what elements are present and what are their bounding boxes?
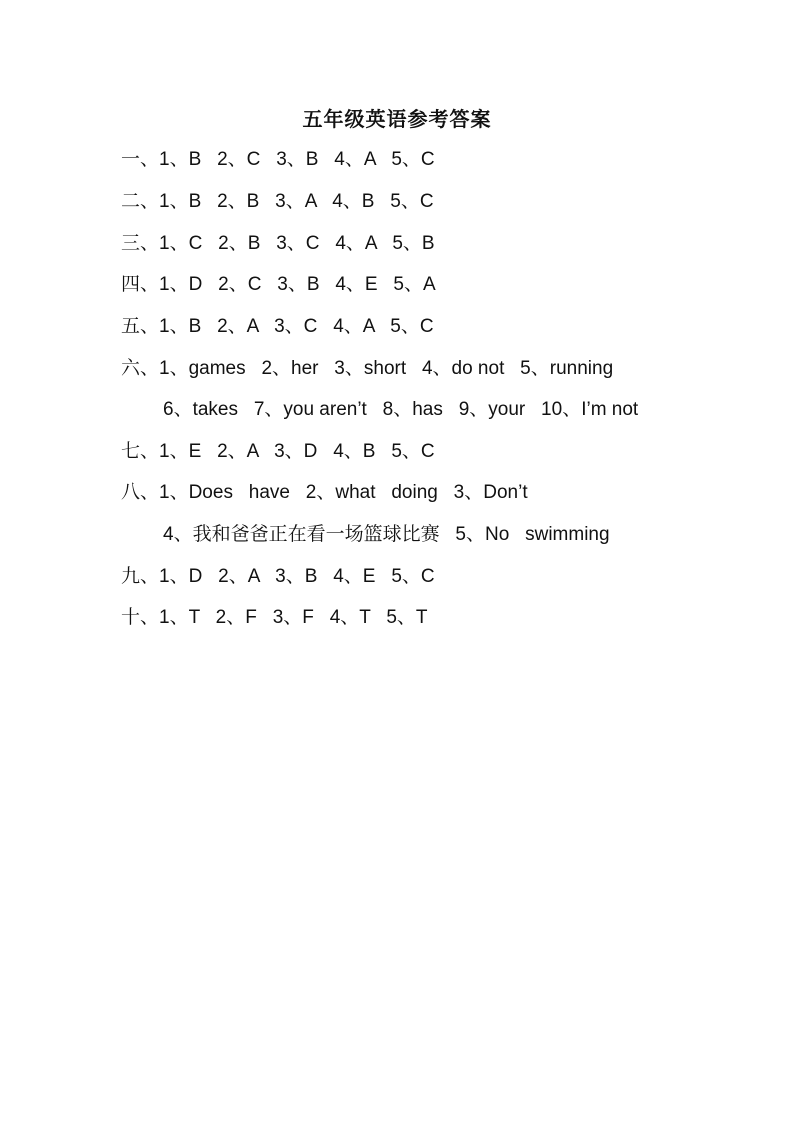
answer-text: 1、C 2、B 3、C 4、A 5、B	[159, 233, 435, 254]
answer-line-11	[121, 561, 435, 591]
answer-line-12	[121, 602, 428, 632]
section-label: 八、	[121, 481, 160, 503]
answer-line-2	[121, 186, 434, 216]
answer-line-3	[121, 228, 435, 258]
answer-text: 1、B 2、B 3、A 4、B 5、C	[159, 191, 434, 212]
section-label: 四、	[121, 273, 160, 295]
answer-line-1	[121, 144, 435, 174]
section-label: 七、	[121, 440, 160, 462]
section-label: 一、	[121, 148, 160, 170]
answer-text: 1、Does have 2、what doing 3、Don’t	[159, 482, 528, 503]
section-label: 三、	[121, 232, 160, 254]
answer-text: 1、B 2、A 3、C 4、A 5、C	[159, 316, 434, 337]
section-label: 五、	[121, 315, 160, 337]
answer-line-8	[121, 436, 435, 466]
answer-text: 6、takes 7、you aren’t 8、has 9、your 10、I’m not	[163, 399, 639, 420]
answer-line-4	[121, 269, 436, 299]
section-label: 二、	[121, 190, 160, 212]
answer-text: 1、E 2、A 3、D 4、B 5、C	[159, 441, 435, 462]
answer-line-5	[121, 311, 434, 341]
answer-line-6	[121, 353, 613, 383]
answer-line-10	[163, 519, 610, 549]
section-label: 九、	[121, 565, 160, 587]
answer-line-7	[163, 394, 638, 424]
page-title: 五年级英语参考答案	[302, 107, 492, 131]
answer-text: 1、D 2、A 3、B 4、E 5、C	[159, 566, 435, 587]
answer-text: 1、B 2、C 3、B 4、A 5、C	[159, 149, 435, 170]
answer-text: 4、我和爸爸正在看一场篮球比赛 5、No swimming	[163, 524, 610, 545]
answer-line-9	[121, 477, 528, 507]
section-label: 六、	[121, 357, 160, 379]
section-label: 十、	[121, 606, 160, 628]
answer-text: 1、games 2、her 3、short 4、do not 5、running	[159, 358, 614, 379]
answer-text: 1、D 2、C 3、B 4、E 5、A	[159, 274, 436, 295]
answer-text: 1、T 2、F 3、F 4、T 5、T	[159, 607, 428, 628]
